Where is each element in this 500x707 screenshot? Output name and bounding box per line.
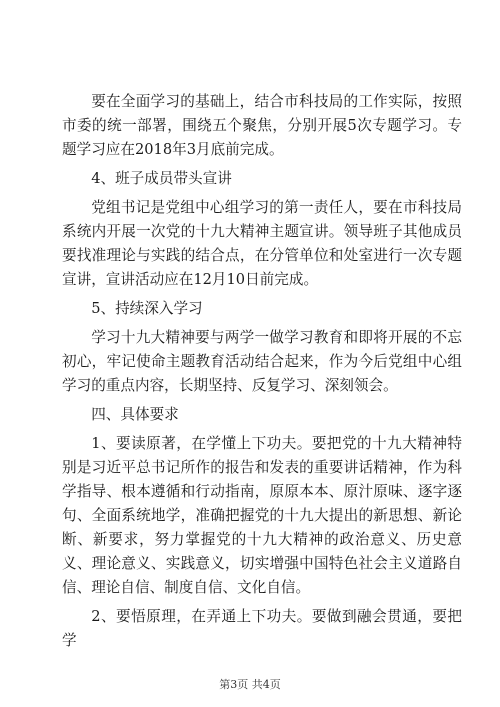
document-body xyxy=(62,90,462,658)
body-paragraph: 党组书记是党组中心组学习的第一责任人，要在市科技局系统内开展一次党的十九大精神主题宣讲。领导班子其他成员要找准理论与实践的结合点，在分管单位和处室进行一次专题宣讲，宣讲活动应在12月10日前完成。 xyxy=(62,199,462,288)
section-heading: 4、班子成员带头宣讲 xyxy=(91,170,232,187)
page-number: 第3页 共4页 xyxy=(219,678,281,691)
body-paragraph: 1、要读原著，在学懂上下功夫。要把党的十九大精神特别是习近平总书记所作的报告和发表的重要讲话精神，作为科学指导、根本遵循和行动指南，原原本本、原汁原味、逐字逐句、全面系统地学，准确把握党的十九大提出的新思想、新论断、新要求，努力掌握党的十九大精神的政治意义、历史意义、理论意义、实践意义，切实增强中国特色社会主义道路自信、理论自信、制度自信、文化自信。 xyxy=(62,435,462,596)
body-paragraph: 要在全面学习的基础上，结合市科技局的工作实际，按照市委的统一部署，围绕五个聚焦，分别开展5次专题学习。专题学习应在2018年3月底前完成。 xyxy=(62,93,462,158)
section-heading: 四、具体要求 xyxy=(91,406,179,423)
body-paragraph: 2、要悟原理，在弄通上下功夫。要做到融会贯通，要把学 xyxy=(62,608,462,649)
section-heading: 5、持续深入学习 xyxy=(91,300,203,317)
body-paragraph: 学习十九大精神要与两学一做学习教育和即将开展的不忘初心，牢记使命主题教育活动结合起来，作为今后党组中心组学习的重点内容，长期坚持、反复学习、深刻领会。 xyxy=(62,329,462,394)
